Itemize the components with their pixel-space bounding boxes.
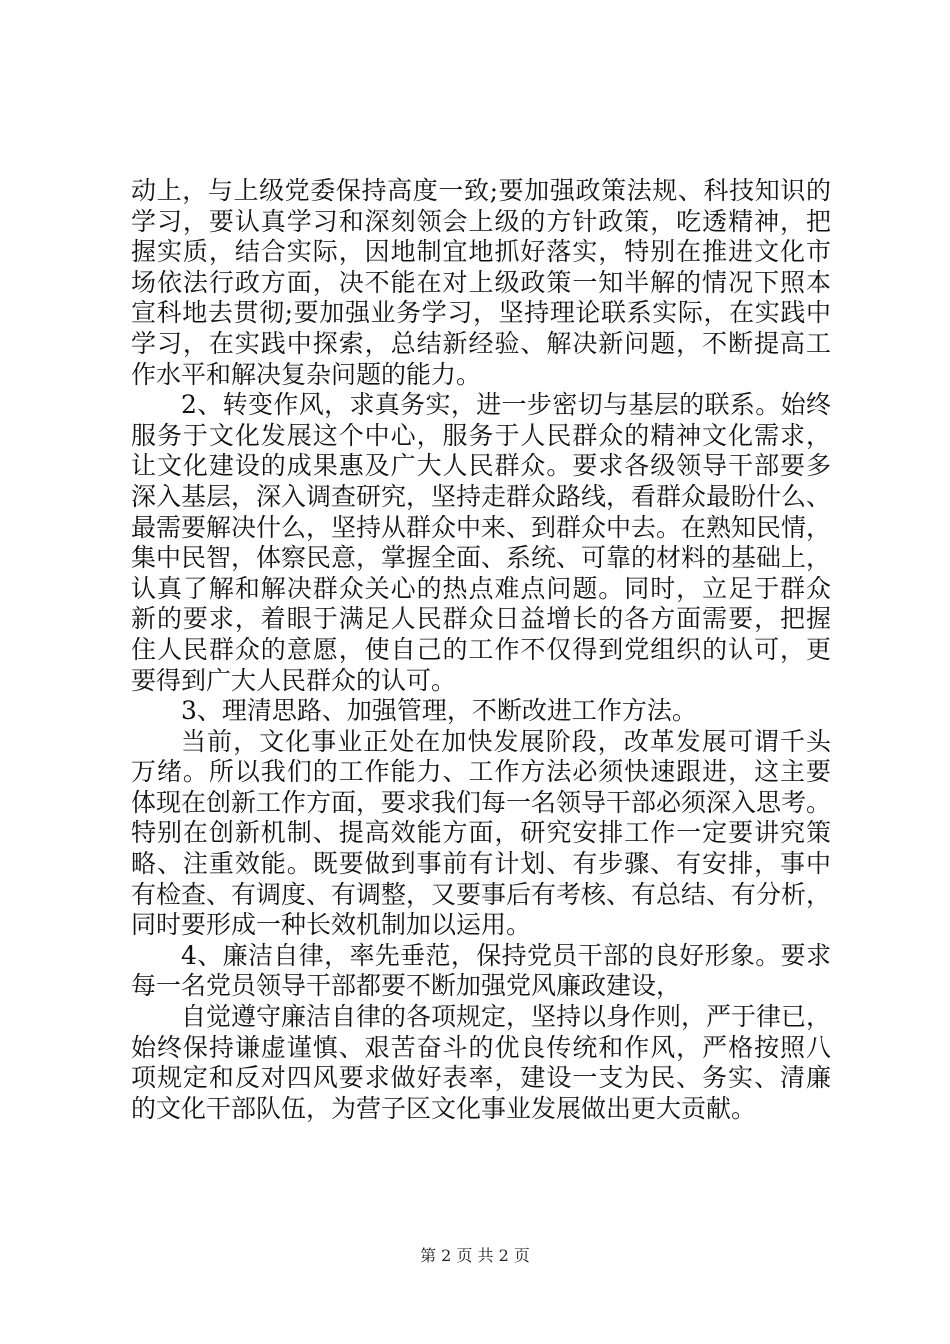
document-body: [131, 176, 831, 1124]
text-line: 自觉遵守廉洁自律的各项规定，坚持以身作则，严于律已，: [181, 1002, 832, 1032]
text-line: 2、转变作风，求真务实，进一步密切与基层的联系。始终: [181, 390, 831, 420]
text-line: 每一名党员领导干部都要不断加强党风廉政建设，: [131, 971, 682, 1001]
text-line: 学习，在实践中探索，总结新经验、解决新问题，不断提高工: [131, 328, 831, 358]
text-line: 略、注重效能。既要做到事前有计划、有步骤、有安排，事中: [131, 849, 831, 879]
text-line: 项规定和反对四风要求做好表率，建设一支为民、务实、清廉: [131, 1063, 831, 1093]
text-line: 3、理清思路、加强管理，不断改进工作方法。: [181, 696, 697, 726]
text-line: 深入基层，深入调查研究，坚持走群众路线，看群众最盼什么、: [131, 481, 832, 511]
text-line: 新的要求，着眼于满足人民群众日益增长的各方面需要，把握: [131, 604, 831, 634]
text-line: 特别在创新机制、提高效能方面，研究安排工作一定要讲究策: [131, 818, 831, 848]
text-line: 有检查、有调度、有调整，又要事后有考核、有总结、有分析，: [131, 879, 832, 909]
text-line: 要得到广大人民群众的认可。: [131, 665, 457, 695]
text-line: 场依法行政方面，决不能在对上级政策一知半解的情况下照本: [131, 267, 831, 297]
text-line: 握实质，结合实际，因地制宜地抓好落实，特别在推进文化市: [131, 237, 831, 267]
text-line: 学习，要认真学习和深刻领会上级的方针政策，吃透精神，把: [131, 206, 831, 236]
text-line: 住人民群众的意愿，使自己的工作不仅得到党组织的认可，更: [131, 634, 831, 664]
text-line: 万绪。所以我们的工作能力、工作方法必须快速跟进，这主要: [131, 757, 831, 787]
text-line: 当前，文化事业正处在加快发展阶段，改革发展可谓千头: [181, 726, 831, 756]
text-line: 集中民智，体察民意，掌握全面、系统、可靠的材料的基础上，: [131, 543, 832, 573]
text-line: 服务于文化发展这个中心，服务于人民群众的精神文化需求，: [131, 420, 831, 450]
text-line: 的文化干部队伍，为营子区文化事业发展做出更大贡献。: [131, 1093, 757, 1123]
text-line: 始终保持谦虚谨慎、艰苦奋斗的优良传统和作风，严格按照八: [131, 1032, 831, 1062]
text-line: 体现在创新工作方面，要求我们每一名领导干部必须深入思考。: [131, 787, 832, 817]
text-line: 认真了解和解决群众关心的热点难点问题。同时，立足于群众: [131, 573, 831, 603]
text-line: 作水平和解决复杂问题的能力。: [131, 359, 482, 389]
text-line: 4、廉洁自律，率先垂范，保持党员干部的良好形象。要求: [181, 940, 831, 970]
text-line: 最需要解决什么，坚持从群众中来、到群众中去。在熟知民情，: [131, 512, 832, 542]
text-line: 同时要形成一种长效机制加以运用。: [131, 910, 532, 940]
text-line: 动上，与上级党委保持高度一致;要加强政策法规、科技知识的: [131, 176, 831, 205]
page-number-footer: 第 2 页 共 2 页: [420, 1246, 530, 1265]
text-line: 让文化建设的成果惠及广大人民群众。要求各级领导干部要多: [131, 451, 831, 481]
text-line: 宣科地去贯彻;要加强业务学习，坚持理论联系实际，在实践中: [131, 298, 831, 328]
